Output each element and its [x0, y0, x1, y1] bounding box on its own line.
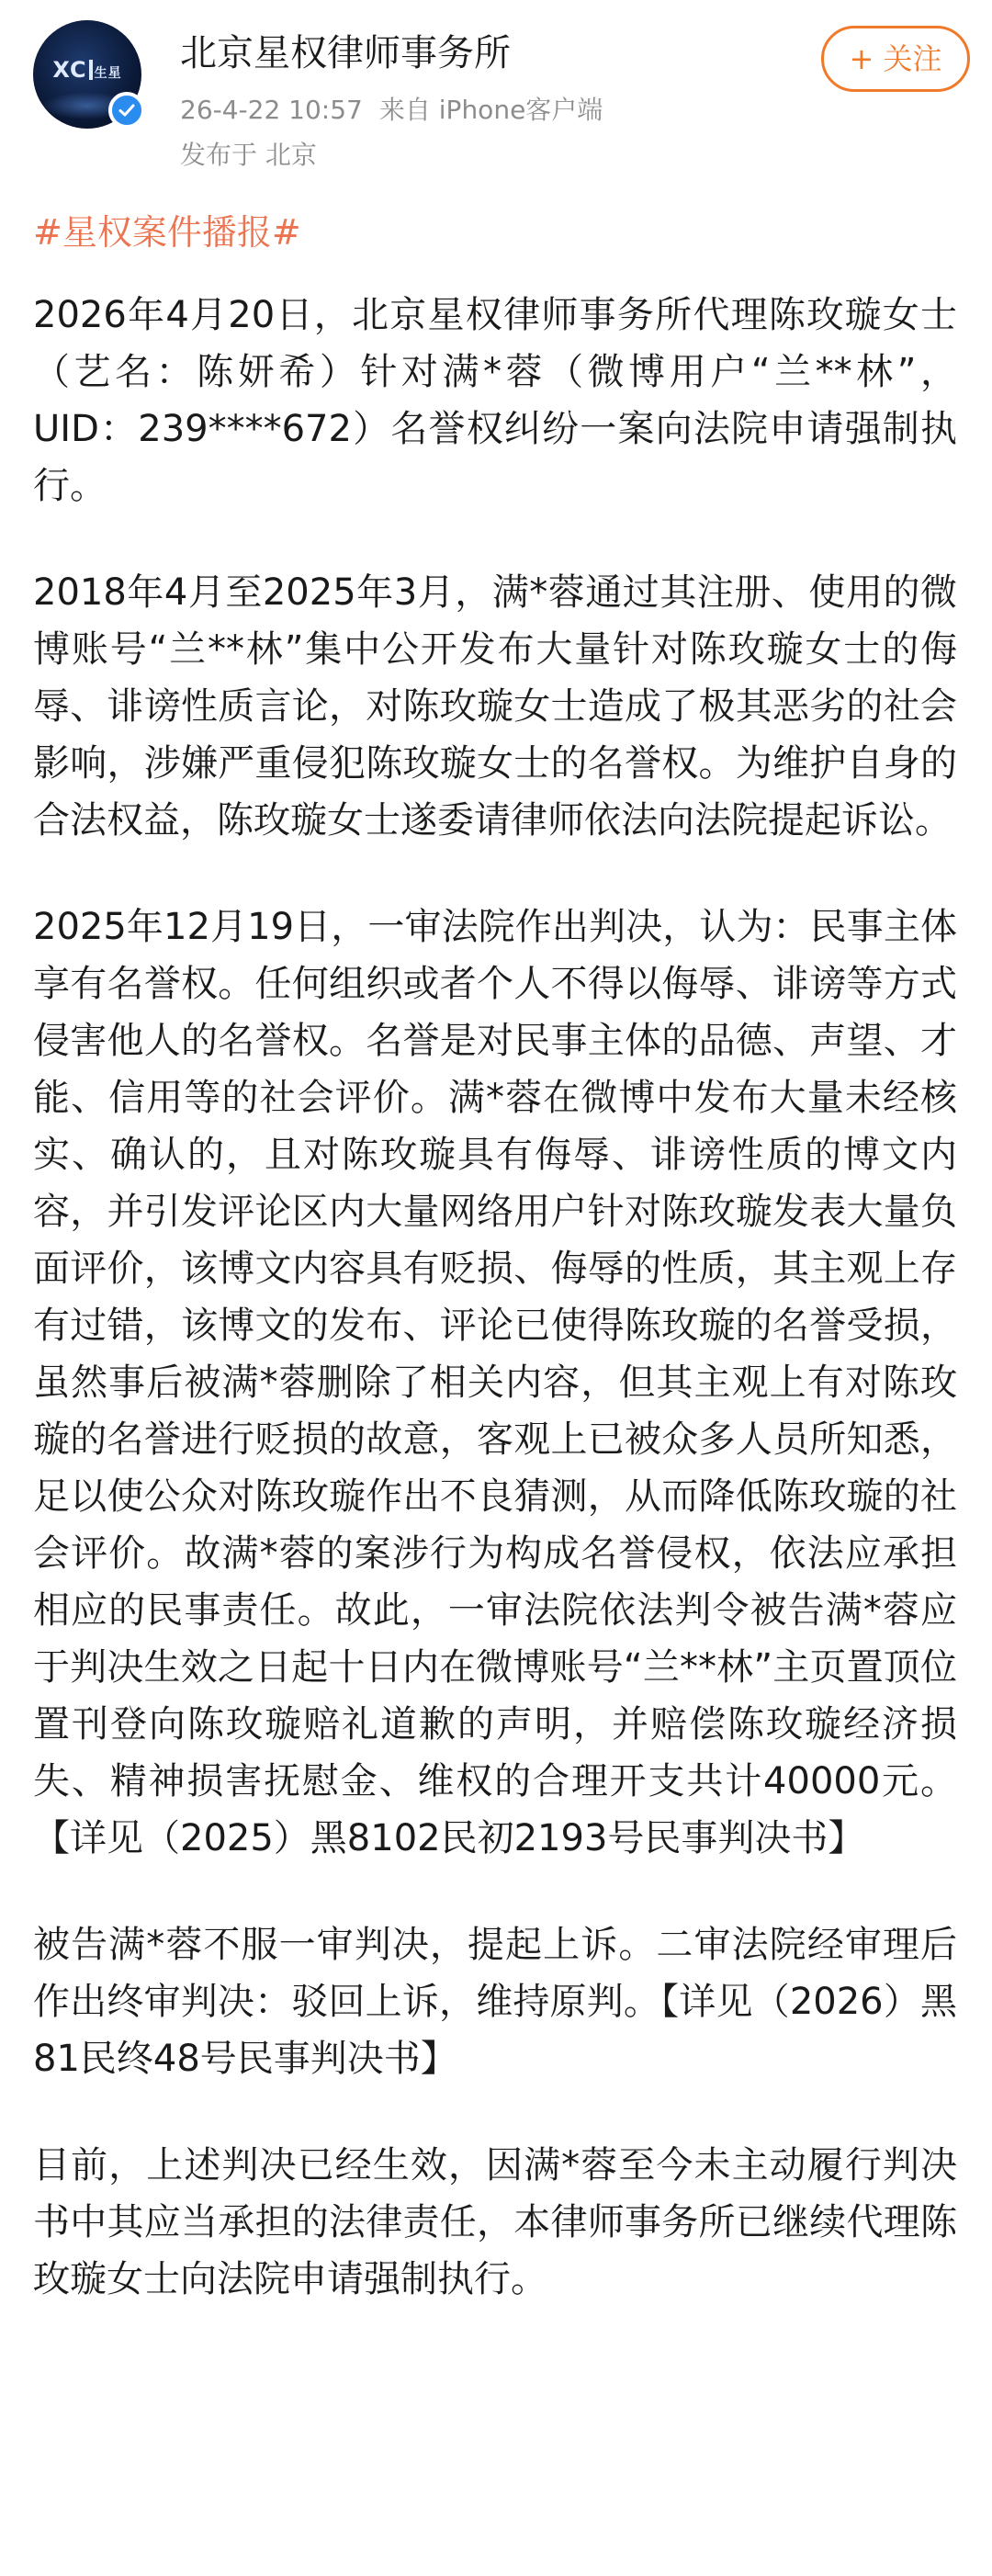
- post-location: 发布于 北京: [180, 140, 317, 170]
- verified-check-glyph: [118, 101, 136, 119]
- follow-button[interactable]: + 关注: [821, 26, 970, 92]
- account-name[interactable]: 北京星权律师事务所: [180, 32, 511, 74]
- hashtag-link[interactable]: #星权案件播报#: [33, 212, 301, 253]
- post-header: [0, 0, 992, 184]
- post-source[interactable]: 来自 iPhone客户端: [378, 95, 603, 125]
- avatar-logo-text: XC: [52, 57, 87, 83]
- post-paragraph-2: 2018年4月至2025年3月，满*蓉通过其注册、使用的微博账号“兰**林”集中公开发布大量针对陈玫璇女士的侮辱、诽谤性质言论，对陈玫璇女士造成了极其恶劣的社会影响，涉嫌严重侵犯陈玫璇女士的名誉权。为维护自身的合法权益，陈玫璇女士遂委请律师依法向法院提起诉讼。: [33, 571, 957, 842]
- post-timestamp: 26-4-22 10:57: [180, 95, 363, 125]
- post-paragraph-5: 目前，上述判决已经生效，因满*蓉至今未主动履行判决书中其应当承担的法律责任，本律师事务所已继续代理陈玫璇女士向法院申请强制执行。: [33, 2144, 957, 2300]
- post-body: [33, 287, 957, 2357]
- avatar-logo-bar: [89, 60, 93, 80]
- post-paragraph-3: 2025年12月19日，一审法院作出判决，认为：民事主体享有名誉权。任何组织或者个人不得以侮辱、诽谤等方式侵害他人的名誉权。名誉是对民事主体的品德、声望、才能、信用等的社会评价。满*蓉在微博中发布大量未经核实、确认的，且对陈玫璇具有侮辱、诽谤性质的博文内容，并引发评论区内大量网络用户针对陈玫璇发表大量负面评价，该博文内容具有贬损、侮辱的性质，其主观上存有过错，该博文的发布、评论已使得陈玫璇的名誉受损，虽然事后被满*蓉删除了相关内容，但其主观上有对陈玫璇的名誉进行贬损的故意，客观上已被众多人员所知悉，足以使公众对陈玫璇作出不良猜测，从而降低陈玫璇的社会评价。故满*蓉的案涉行为构成名誉侵权，依法应承担相应的民事责任。故此，一审法院依法判令被告满*蓉应于判决生效之日起十日内在微博账号“兰**林”主页置顶位置刊登向陈玫璇赔礼道歉的声明，并赔偿陈玫璇经济损失、精神损害抚慰金、维权的合理开支共计40000元。【详见（2025）黑8102民初2193号民事判决书】: [33, 906, 957, 1859]
- post-paragraph-4: 被告满*蓉不服一审判决，提起上诉。二审法院经审理后作出终审判决：驳回上诉，维持原判。【详见（2026）黑81民终48号民事判决书】: [33, 1924, 957, 2080]
- verified-check-icon: [108, 92, 145, 129]
- post-paragraph-1: 2026年4月20日，北京星权律师事务所代理陈玫璇女士（艺名：陈妍希）针对满*蓉（微博用户“兰**林”，UID：239****672）名誉权纠纷一案向法院申请强制执行。: [33, 294, 957, 507]
- avatar-logo-suffix: 生星: [94, 66, 122, 81]
- avatar-logo: [33, 57, 141, 83]
- post-meta: [180, 90, 619, 127]
